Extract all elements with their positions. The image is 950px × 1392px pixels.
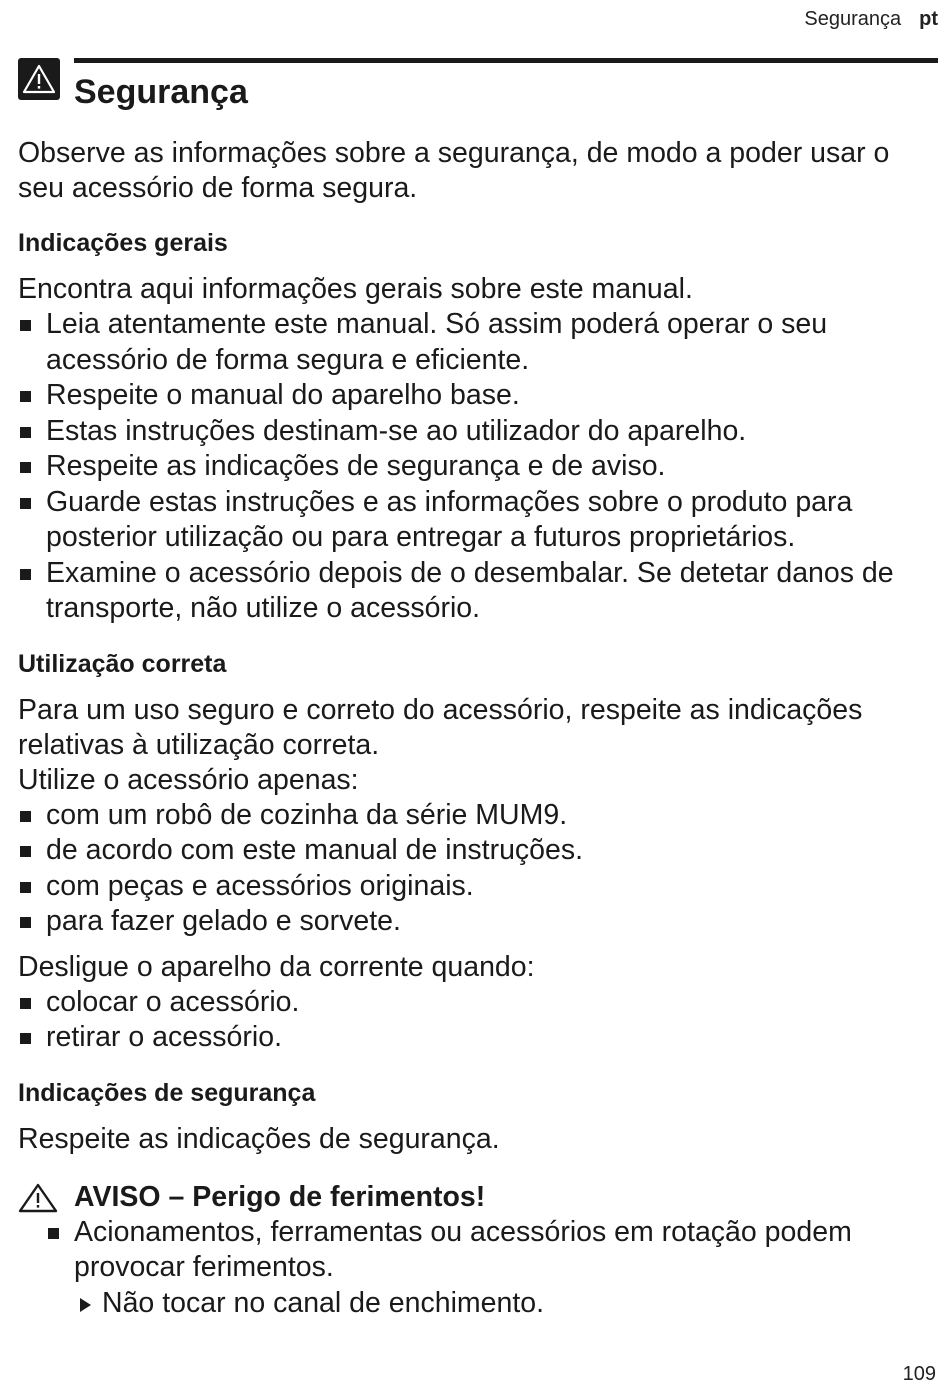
warning-title: AVISO – Perigo de ferimentos! — [74, 1180, 486, 1213]
bullet-square-icon — [20, 1033, 31, 1044]
page-title: Segurança — [74, 73, 248, 111]
running-head-section: Segurança — [804, 8, 902, 30]
list-item: com peças e acessórios originais. — [18, 869, 936, 905]
disconnect-list — [18, 985, 936, 1056]
list-item: Examine o acessório depois de o desembalar. Se detetar danos de transporte, não utilize o acessório. — [18, 556, 936, 627]
list-item: Respeite as indicações de segurança e de aviso. — [18, 449, 936, 485]
arrow-right-icon — [80, 1298, 91, 1312]
title-rule — [74, 58, 938, 63]
bullet-square-icon — [20, 569, 31, 580]
bullet-square-icon — [20, 917, 31, 928]
list-item: colocar o acessório. — [18, 985, 936, 1021]
bullet-square-icon — [20, 320, 31, 331]
running-head — [804, 8, 938, 31]
correct-use-lead-2: Utilize o acessório apenas: — [18, 763, 359, 796]
heading-general: Indicações gerais — [18, 229, 228, 257]
heading-correct-use: Utilização correta — [18, 649, 227, 678]
action-step: Não tocar no canal de enchimento. — [18, 1286, 936, 1322]
bullet-square-icon — [20, 882, 31, 893]
general-lead: Encontra aqui informações gerais sobre este manual. — [18, 273, 693, 305]
list-item: Guarde estas instruções e as informações sobre o produto para posterior utilização ou para entregar a futuros proprietários. — [18, 485, 936, 556]
list-item: Acionamentos, ferramentas ou acessórios em rotação podem provocar ferimentos. — [46, 1215, 936, 1286]
warning-heading — [18, 1179, 936, 1215]
list-item: com um robô de cozinha da série MUM9. — [18, 798, 936, 834]
list-item: retirar o acessório. — [18, 1020, 936, 1056]
list-item: de acordo com este manual de instruções. — [18, 833, 936, 869]
general-list — [18, 307, 936, 627]
disconnect-lead: Desligue o aparelho da corrente quando: — [18, 950, 535, 983]
bullet-square-icon — [20, 811, 31, 822]
heading-safety: Indicações de segurança — [18, 1078, 316, 1107]
list-item: Leia atentamente este manual. Só assim poderá operar o seu acessório de forma segura e eficiente. — [18, 307, 936, 378]
list-item: Respeite o manual do aparelho base. — [18, 378, 936, 414]
main-content — [18, 136, 936, 1321]
page-number: 109 — [902, 1363, 936, 1385]
warning-triangle-icon — [18, 1183, 58, 1213]
bullet-square-icon — [20, 427, 31, 438]
bullet-square-icon — [48, 1228, 59, 1239]
intro-paragraph: Observe as informações sobre a segurança, de modo a poder usar o seu acessório de forma segura. — [18, 137, 890, 204]
running-head-language: pt — [919, 8, 938, 30]
bullet-square-icon — [20, 391, 31, 402]
list-item: Estas instruções destinam-se ao utilizador do aparelho. — [18, 414, 936, 450]
bullet-square-icon — [20, 846, 31, 857]
bullet-square-icon — [20, 498, 31, 509]
warning-triangle-icon — [18, 58, 60, 100]
bullet-square-icon — [20, 998, 31, 1009]
warning-list — [18, 1215, 936, 1286]
safety-lead: Respeite as indicações de segurança. — [18, 1122, 500, 1155]
bullet-square-icon — [20, 462, 31, 473]
correct-use-lead: Para um uso seguro e correto do acessório, respeite as indicações relativas à utilização correta. — [18, 693, 863, 761]
correct-use-list — [18, 798, 936, 940]
list-item: para fazer gelado e sorvete. — [18, 904, 936, 940]
